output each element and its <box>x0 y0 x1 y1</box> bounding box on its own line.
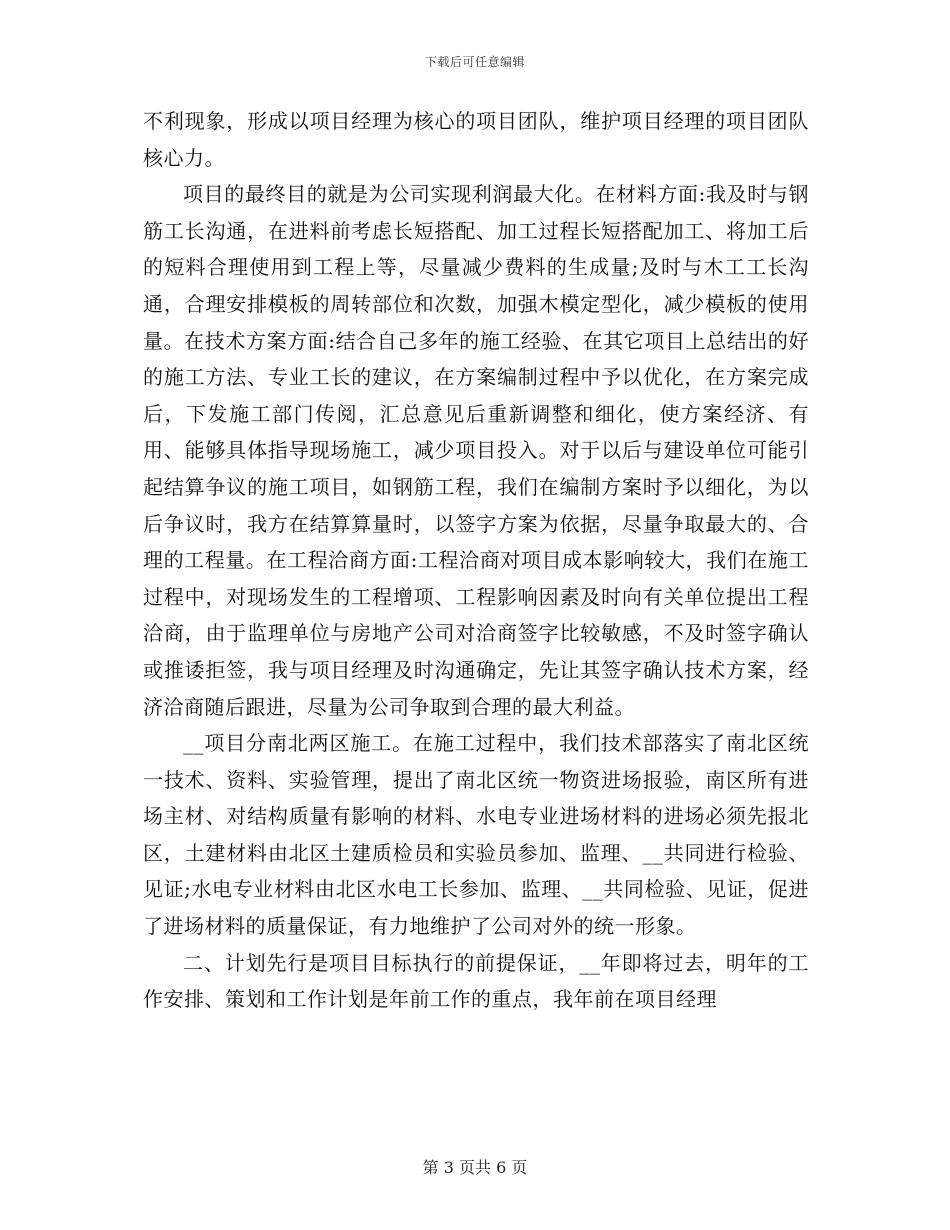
page-header: 下载后可任意编辑 <box>424 55 525 69</box>
paragraph-1: 不利现象，形成以项目经理为核心的项目团队，维护项目经理的项目团队核心力。 <box>143 109 809 170</box>
paragraph-4: 二、计划先行是项目目标执行的前提保证，__年即将过去，明年的工作安排、策划和工作计划是年前工作的重点，我年前在项目经理 <box>143 950 809 1012</box>
paragraph-3: __项目分南北两区施工。在施工过程中，我们技术部落实了南北区统一技术、资料、实验管理，提出了南北区统一物资进场报验，南区所有进场主材、对结构质量有影响的材料、水电专业进场材料的进场必须先报北区，土建材料由北区土建质检员和实验员参加、监理、__共同进行检验、见证;水电专业材料由北区水电工长参加、监理、__共同检验、见证，促进了进场材料的质量保证，有力地维护了公司对外的统一形象。 <box>143 731 809 939</box>
document-body <box>143 103 809 1018</box>
page-number: 第 3 页共 6 页 <box>422 1158 528 1177</box>
paragraph-2: 项目的最终目的就是为公司实现利润最大化。在材料方面:我及时与钢筋工长沟通，在进料前考虑长短搭配、加工过程长短搭配加工、将加工后的短料合理使用到工程上等，尽量减少费料的生成量;及时与木工工长沟通，合理安排模板的周转部位和次数，加强木模定型化，减少模板的使用量。在技术方案方面:结合自己多年的施工经验、在其它项目上总结出的好的施工方法、专业工长的建议，在方案编制过程中予以优化，在方案完成后，下发施工部门传阅，汇总意见后重新调整和细化，使方案经济、有用、能够具体指导现场施工，减少项目投入。对于以后与建设单位可能引起结算争议的施工项目，如钢筋工程，我们在编制方案时予以细化，为以后争议时，我方在结算算量时，以签字方案为依据，尽量争取最大的、合理的工程量。在工程洽商方面:工程洽商对项目成本影响较大，我们在施工过程中，对现场发生的工程增项、工程影响因素及时向有关单位提出工程洽商，由于监理单位与房地产公司对洽商签字比较敏感，不及时签字确认或推诿拒签，我与项目经理及时沟通确定，先让其签字确认技术方案，经济洽商随后跟进，尽量为公司争取到合理的最大利益。 <box>143 182 809 719</box>
